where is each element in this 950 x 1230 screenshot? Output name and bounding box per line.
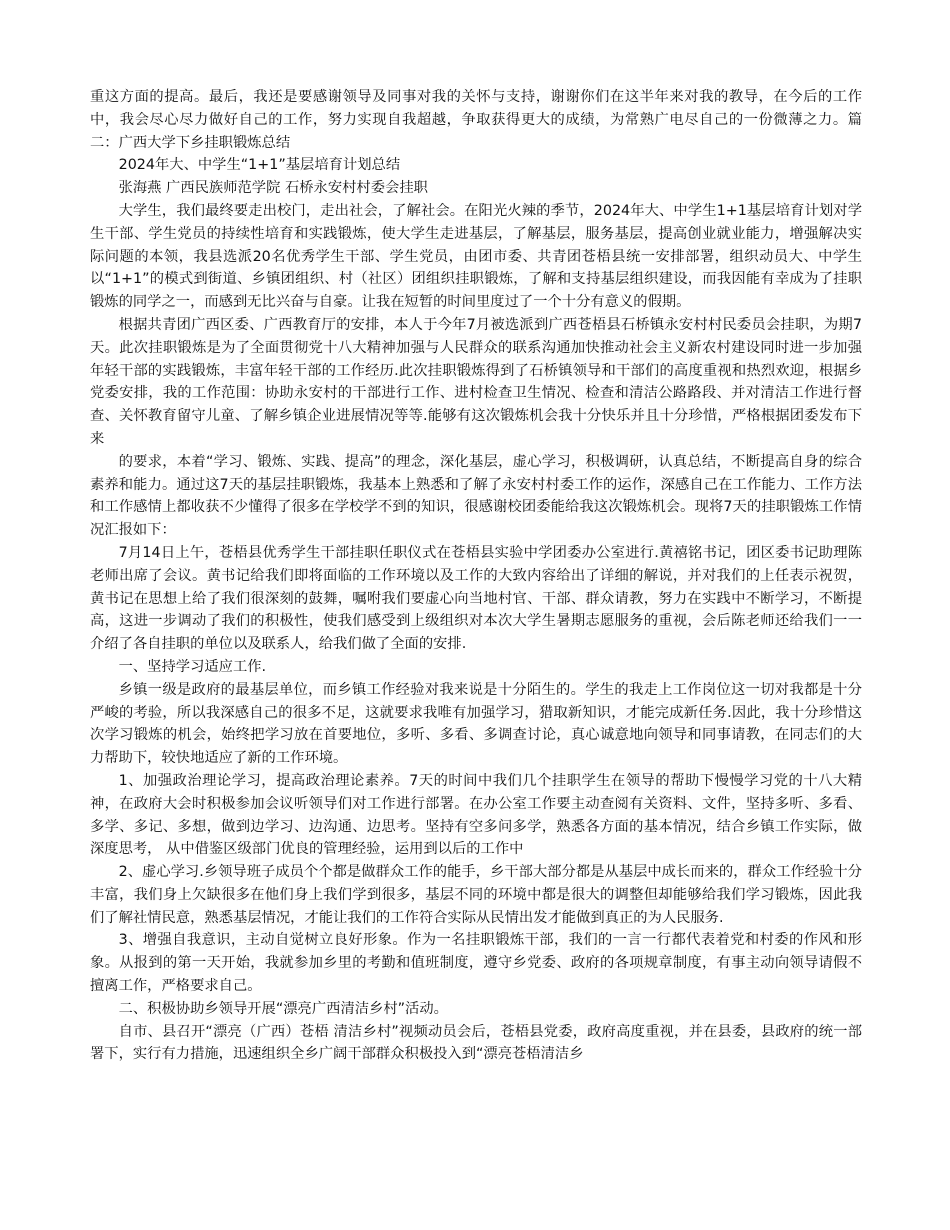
- paragraph: 二、积极协助乡领导开展“漂亮广西清洁乡村”活动。: [118, 1000, 448, 1017]
- paragraph: 7月14日上午，苍梧县优秀学生干部挂职任职仪式在苍梧县实验中学团委办公室进行.黄禧铭书记，团区委书记助理陈老师出席了会议。黄书记给我们即将面临的工作环境以及工作的大致内容给出了详细的解说，并对我们的上任表示祝贺，黄书记在思想上给了我们很深刻的鼓舞，嘱咐我们要虚心向当地村官、干部、群众请教，努力在实践中不断学习，不断提高，这进一步调动了我们的积极性，使我们感受到上级组织对本次大学生暑期志愿服务的重视，会后陈老师还给我们一一介绍了各自挂职的单位以及联系人，给我们做了全面的安排.: [90, 544, 862, 653]
- paragraph: 根据共青团广西区委、广西教育厅的安排，本人于今年7月被选派到广西苍梧县石桥镇永安村村民委员会挂职，为期7天。此次挂职锻炼是为了全面贯彻党十八大精神加强与人民群众的联系沟通加快推动社会主义新农村建设同时进一步加强年轻干部的实践锻炼，丰富年轻干部的工作经历.此次挂职锻炼得到了石桥镇领导和干部们的高度重视和热烈欢迎，根据乡党委安排，我的工作范围：协助永安村的干部进行工作、进村检查卫生情况、检查和清洁公路路段、并对清洁工作进行督查、关怀教育留守儿童、了解乡镇企业进展情况等等.能够有这次锻炼机会我十分快乐并且十分珍惜，严格根据团委发布下来: [90, 316, 862, 447]
- paragraph: 自市、县召开“漂亮（广西）苍梧 清洁乡村”视频动员会后，苍梧县党委，政府高度重视，并在县委，县政府的统一部署下，实行有力措施，迅速组织全乡广阔干部群众积极投入到“漂亮苍梧清洁乡: [90, 1023, 862, 1063]
- paragraph: 的要求，本着“学习、锻炼、实践、提高”的理念，深化基层，虚心学习，积极调研，认真总结，不断提高自身的综合素养和能力。通过这7天的基层挂职锻炼，我基本上熟悉和了解了永安村村委工作的运作，深感自己在工作能力、工作方法和工作感情上都收获不少懂得了很多在学校学不到的知识，很感谢校团委能给我这次锻炼机会。现将7天的挂职锻炼工作情况汇报如下：: [90, 453, 862, 539]
- paragraph: 乡镇一级是政府的最基层单位，而乡镇工作经验对我来说是十分陌生的。学生的我走上工作岗位这一切对我都是十分严峻的考验，所以我深感自己的很多不足，这就要求我唯有加强学习，猎取新知识，才能完成新任务.因此，我十分珍惜这次学习锻炼的机会，始终把学习放在首要地位，多听、多看、多调查讨论，真心诚意地向领导和同事请教，在同志们的大力帮助下，较快地适应了新的工作环境。: [90, 681, 862, 767]
- paragraph: 重这方面的提高。最后，我还是要感谢领导及同事对我的关怀与支持，谢谢你们在这半年来对我的教导，在今后的工作中，我会尽心尽力做好自己的工作，努力实现自我超越，争取获得更大的成绩，为常熟广电尽自己的一份微薄之力。篇二：广西大学下乡挂职锻炼总结: [90, 89, 862, 151]
- paragraph: 2024年大、中学生“1+1”基层培育计划总结: [118, 157, 401, 174]
- paragraph: 1、加强政治理论学习，提高政治理论素养。7天的时间中我们几个挂职学生在领导的帮助下慢慢学习党的十八大精神，在政府大会时积极参加会议听领导们对工作进行部署。在办公室工作要主动查阅有关资料、文件，坚持多听、多看、多学、多记、多想，做到边学习、边沟通、边思考。坚持有空多问多学，熟悉各方面的基本情况，结合乡镇工作实际，做深度思考， 从中借鉴区级部门优良的管理经验，运用到以后的工作中: [90, 772, 862, 858]
- paragraph: 大学生，我们最终要走出校门，走出社会，了解社会。在阳光火辣的季节，2024年大、中学生1+1基层培育计划对学生干部、学生党员的持续性培育和实践锻炼，使大学生走进基层，了解基层，服务基层，提高创业就业能力，增强解决实际问题的本领，我县选派20名优秀学生干部、学生党员，由团市委、共青团苍梧县统一安排部署，组织动员大、中学生以“1+1”的模式到街道、乡镇团组织、村（社区）团组织挂职锻炼，了解和支持基层组织建设，而我因能有幸成为了挂职锻炼的同学之一，而感到无比兴奋与自豪。让我在短暂的时间里度过了一个十分有意义的假期。: [90, 202, 862, 311]
- document-page: [90, 86, 862, 1066]
- paragraph: 3、增强自我意识，主动自觉树立良好形象。作为一名挂职锻炼干部，我们的一言一行都代表着党和村委的作风和形象。从报到的第一天开始，我就参加乡里的考勤和值班制度，遵守乡党委、政府的各项规章制度，有事主动向领导请假不擅离工作，严格要求自己。: [90, 932, 862, 995]
- paragraph: 一、坚持学习适应工作.: [118, 658, 267, 675]
- paragraph: 张海燕 广西民族师范学院 石桥永安村村委会挂职: [118, 180, 428, 197]
- paragraph: 2、虚心学习.乡领导班子成员个个都是做群众工作的能手，乡干部大部分都是从基层中成长而来的，群众工作经验十分丰富，我们身上欠缺很多在他们身上我们学到很多，基层不同的环境中都是很大的调整但却能够给我们学习锻炼，因此我们了解社情民意，熟悉基层情况，才能让我们的工作符合实际从民情出发才能做到真正的为人民服务.: [90, 864, 862, 926]
